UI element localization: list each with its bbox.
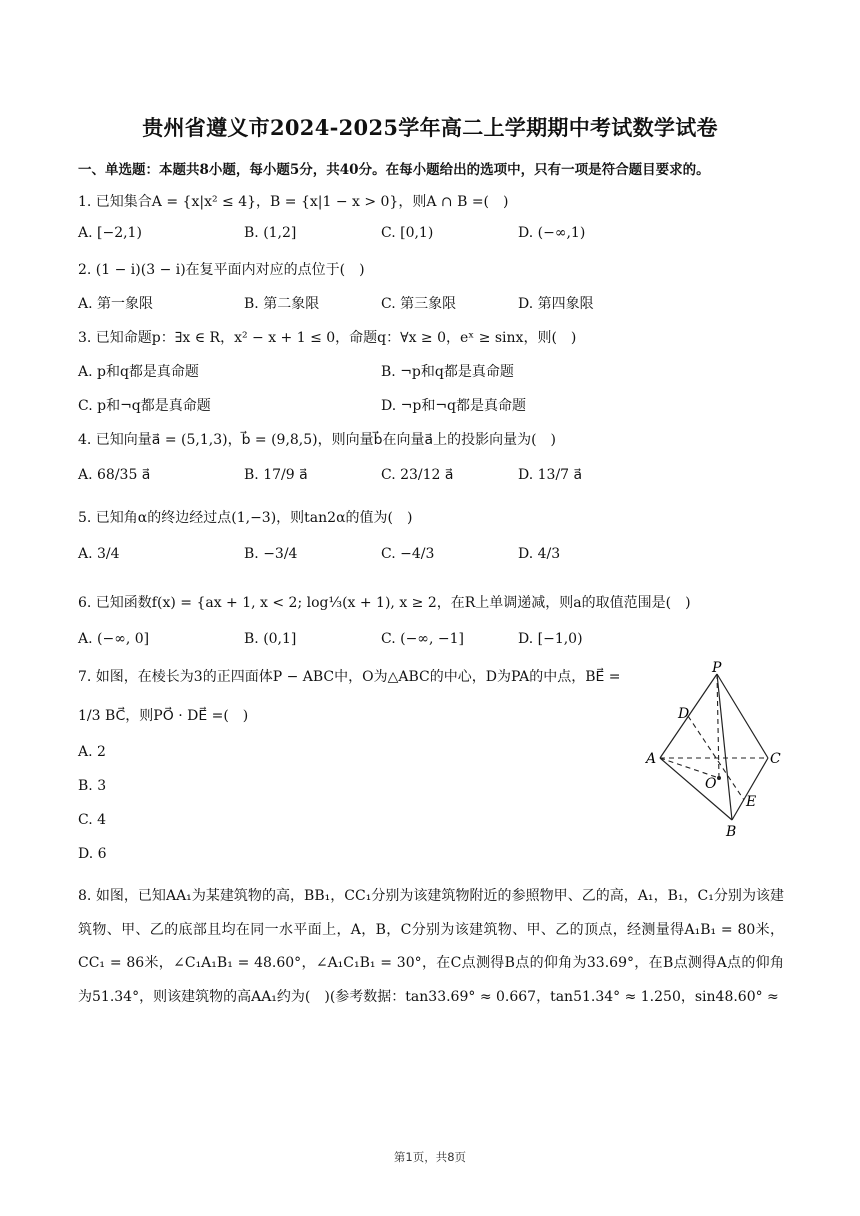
question-2-option-a: A. 第一象限 — [78, 296, 154, 312]
question-2-stem: 2. (1 − i)(3 − i)在复平面内对应的点位于( ) — [78, 262, 365, 278]
question-6-option-d: D. [−1,0) — [518, 631, 583, 647]
question-3-option-b: B. ¬p和q都是真命题 — [381, 364, 514, 380]
label-b: B — [726, 824, 737, 840]
label-o: O — [705, 776, 717, 792]
question-5-stem: 5. 已知角α的终边经过点(1,−3)，则tan2α的值为( ) — [78, 510, 413, 526]
question-4-option-c: C. 23/12 a⃗ — [381, 467, 454, 483]
question-5-option-b: B. −3/4 — [244, 546, 298, 562]
question-1-option-b: B. (1,2] — [244, 225, 297, 241]
question-2-option-b: B. 第二象限 — [244, 296, 320, 312]
question-5-option-c: C. −4/3 — [381, 546, 435, 562]
question-5-option-a: A. 3/4 — [78, 546, 120, 562]
page-footer: 第1页，共8页 — [393, 1150, 467, 1164]
question-7-option-b: B. 3 — [78, 778, 107, 794]
question-7-option-d: D. 6 — [78, 846, 107, 862]
question-4-option-b: B. 17/9 a⃗ — [244, 467, 308, 483]
question-2-option-c: C. 第三象限 — [381, 296, 457, 312]
edge-cb — [732, 758, 768, 820]
question-7-option-a: A. 2 — [78, 744, 106, 760]
question-6-stem: 6. 已知函数f(x) = {ax + 1, x < 2; log⅓(x + 1), x ≥ 2，在R上单调递减，则a的取值范围是( ) — [78, 595, 691, 611]
point-o — [717, 776, 721, 780]
question-4-option-a: A. 68/35 a⃗ — [78, 467, 151, 483]
question-3-option-a: A. p和q都是真命题 — [78, 364, 199, 380]
question-2-option-d: D. 第四象限 — [518, 296, 594, 312]
question-4-stem: 4. 已知向量a⃗ = (5,1,3)，b⃗ = (9,8,5)，则向量b⃗在向量a⃗上的投影向量为( ) — [78, 432, 557, 448]
question-7-stem-line2: 1/3 BC⃗，则PO⃗ · DE⃗ =( ) — [78, 708, 249, 724]
question-3-option-d: D. ¬p和¬q都是真命题 — [381, 398, 527, 414]
question-8-stem: 8. 如图，已知AA₁为某建筑物的高，BB₁，CC₁分别为该建筑物附近的参照物甲、乙的高，A₁，B₁，C₁分别为该建筑物、甲、乙的底部且均在同一水平面上，A，B，C分别为该建筑物、甲、乙的顶点，经测量得A₁B₁ = 80米，CC₁ = 86米，∠C₁A₁B₁ = 48.60°，∠A₁C₁B₁ = 30°，在C点测得B点的仰角为33.69°，在B点测得A点的仰角为51.34°，则该建筑物的高AA₁约为( )(参考数据：tan33.69° ≈ 0.667，tan51.34° ≈ 1.250，sin48.60° ≈ — [78, 888, 784, 1005]
page-title: 贵州省遵义市2024-2025学年高二上学期期中考试数学试卷 — [142, 115, 718, 140]
question-5-option-d: D. 4/3 — [518, 546, 561, 562]
question-4-option-d: D. 13/7 a⃗ — [518, 467, 583, 483]
question-6-option-b: B. (0,1] — [244, 631, 297, 647]
section-heading: 一、单选题：本题共8小题，每小题5分，共40分。在每小题给出的选项中，只有一项是符合题目要求的。 — [78, 162, 710, 178]
label-c: C — [770, 751, 781, 767]
question-3-option-c: C. p和¬q都是真命题 — [78, 398, 211, 414]
label-p: P — [712, 660, 722, 676]
question-7-option-c: C. 4 — [78, 812, 107, 828]
label-d: D — [678, 706, 690, 722]
question-7-stem-line1: 7. 如图，在棱长为3的正四面体P − ABC中，O为△ABC的中心，D为PA的中点，BE⃗ = — [78, 669, 621, 685]
question-1-option-c: C. [0,1) — [381, 225, 434, 241]
segment-ao — [660, 758, 719, 778]
question-6-option-a: A. (−∞, 0] — [78, 631, 150, 647]
label-a: A — [646, 751, 657, 767]
question-6-option-c: C. (−∞, −1] — [381, 631, 464, 647]
question-1-option-d: D. (−∞,1) — [518, 225, 586, 241]
edge-ab — [660, 758, 732, 820]
tetrahedron-figure — [640, 660, 790, 840]
question-1-option-a: A. [−2,1) — [78, 225, 142, 241]
question-1-stem: 1. 已知集合A = {x|x² ≤ 4}，B = {x|1 − x > 0}，则A ∩ B =( ) — [78, 194, 509, 210]
label-e: E — [746, 794, 757, 810]
question-3-stem: 3. 已知命题p：∃x ∈ R，x² − x + 1 ≤ 0，命题q：∀x ≥ 0，eˣ ≥ sinx，则( ) — [78, 330, 577, 346]
